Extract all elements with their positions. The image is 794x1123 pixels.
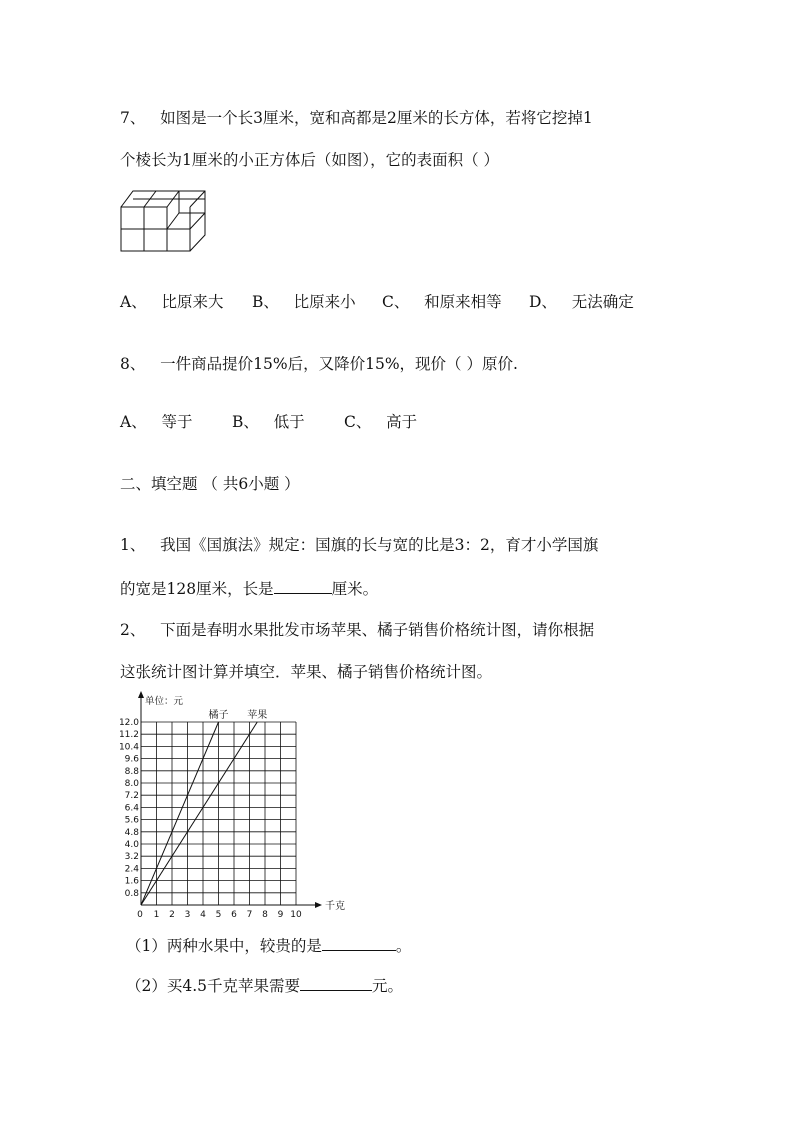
q7-text-line2: 个棱长为1厘米的小正方体后（如图），它的表面积（ ） xyxy=(120,151,500,169)
x-tick-label: 3 xyxy=(184,910,191,920)
y-tick-label: 4.8 xyxy=(124,827,139,838)
fill2-number: 2、 xyxy=(120,621,146,639)
q7-option-c[interactable]: C、 和原来相等 xyxy=(382,293,502,311)
series-line-1 xyxy=(141,722,257,905)
y-tick-label: 0.8 xyxy=(124,888,139,899)
q7-option-a[interactable]: A、 比原来大 xyxy=(120,293,224,311)
fill2-sub2-answer-blank[interactable] xyxy=(300,974,372,991)
y-tick-label: 12.0 xyxy=(118,718,139,728)
x-tick-label: 4 xyxy=(200,910,206,920)
y-tick-label: 10.4 xyxy=(118,742,139,753)
q8-text: 一件商品提价15%后，又降价15%，现价（ ）原价. xyxy=(160,355,518,373)
fill1-line2: 的宽是128厘米，长是 厘米。 xyxy=(120,577,378,599)
y-tick-label: 2.4 xyxy=(124,864,139,875)
q8-option-a[interactable]: A、 等于 xyxy=(120,413,193,431)
q7-text-line1: 如图是一个长3厘米，宽和高都是2厘米的长方体，若将它挖掉1 xyxy=(160,109,593,127)
fill2-line1: 2、 下面是春明水果批发市场苹果、橘子销售价格统计图，请你根据 xyxy=(120,621,595,639)
fill2-sub1-answer-blank[interactable] xyxy=(322,934,396,951)
q8-option-b[interactable]: B、 低于 xyxy=(232,413,305,431)
fill2-line2: 这张统计图计算并填空．苹果、橘子销售价格统计图。 xyxy=(120,663,493,681)
y-tick-label: 5.6 xyxy=(124,815,139,826)
chart-grid xyxy=(141,722,296,905)
chart-axes xyxy=(138,691,322,908)
x-tick-label: 7 xyxy=(246,910,253,920)
y-tick-label: 3.2 xyxy=(124,852,139,863)
y-axis-arrow xyxy=(138,691,144,698)
x-tick-label: 0 xyxy=(137,910,143,920)
x-axis-label: 千克 xyxy=(325,901,345,912)
x-tick-label: 10 xyxy=(290,910,302,920)
q7-option-d[interactable]: D、 无法确定 xyxy=(529,293,634,311)
fill1-number: 1、 xyxy=(120,536,146,554)
y-tick-label: 8.8 xyxy=(124,766,139,777)
q7-option-b[interactable]: B、 比原来小 xyxy=(252,293,356,311)
chart-series xyxy=(141,722,257,905)
y-tick-label: 7.2 xyxy=(124,791,139,802)
q8-option-c[interactable]: C、 高于 xyxy=(344,413,418,431)
x-tick-label: 8 xyxy=(262,910,268,920)
q7-line1 xyxy=(120,108,593,128)
x-axis-arrow xyxy=(315,902,322,908)
x-tick-label: 9 xyxy=(277,910,284,920)
x-tick-label: 5 xyxy=(215,910,222,920)
x-tick-label: 6 xyxy=(231,910,237,920)
fill1-answer-blank[interactable] xyxy=(274,577,332,594)
fill2-sub2: （2）买4.5千克苹果需要 元。 xyxy=(126,974,403,996)
price-line-chart xyxy=(112,690,362,922)
y-tick-label: 6.4 xyxy=(124,803,139,814)
series-line-0 xyxy=(141,722,219,905)
y-tick-label: 1.6 xyxy=(124,876,139,887)
cuboid-figure xyxy=(120,188,208,254)
x-tick-label: 2 xyxy=(169,910,175,920)
y-tick-label: 9.6 xyxy=(124,754,139,765)
section-title: 二、填空题 （ 共6小题 ） xyxy=(120,475,300,493)
y-tick-label: 11.2 xyxy=(118,730,139,741)
y-tick-label: 8.0 xyxy=(124,779,139,789)
series-label-1: 苹果 xyxy=(247,710,268,721)
q7-number: 7、 xyxy=(120,109,146,127)
q8-line xyxy=(120,354,518,374)
q8-number: 8、 xyxy=(120,355,146,373)
y-tick-label: 4.0 xyxy=(124,840,139,850)
series-label-0: 橘子 xyxy=(208,710,229,721)
x-tick-label: 1 xyxy=(153,910,160,920)
y-axis-label: 单位：元 xyxy=(145,696,184,707)
fill2-sub1: （1）两种水果中，较贵的是 。 xyxy=(126,934,411,956)
fill1-line1: 1、 我国《国旗法》规定：国旗的长与宽的比是3：2，育才小学国旗 xyxy=(120,536,599,554)
